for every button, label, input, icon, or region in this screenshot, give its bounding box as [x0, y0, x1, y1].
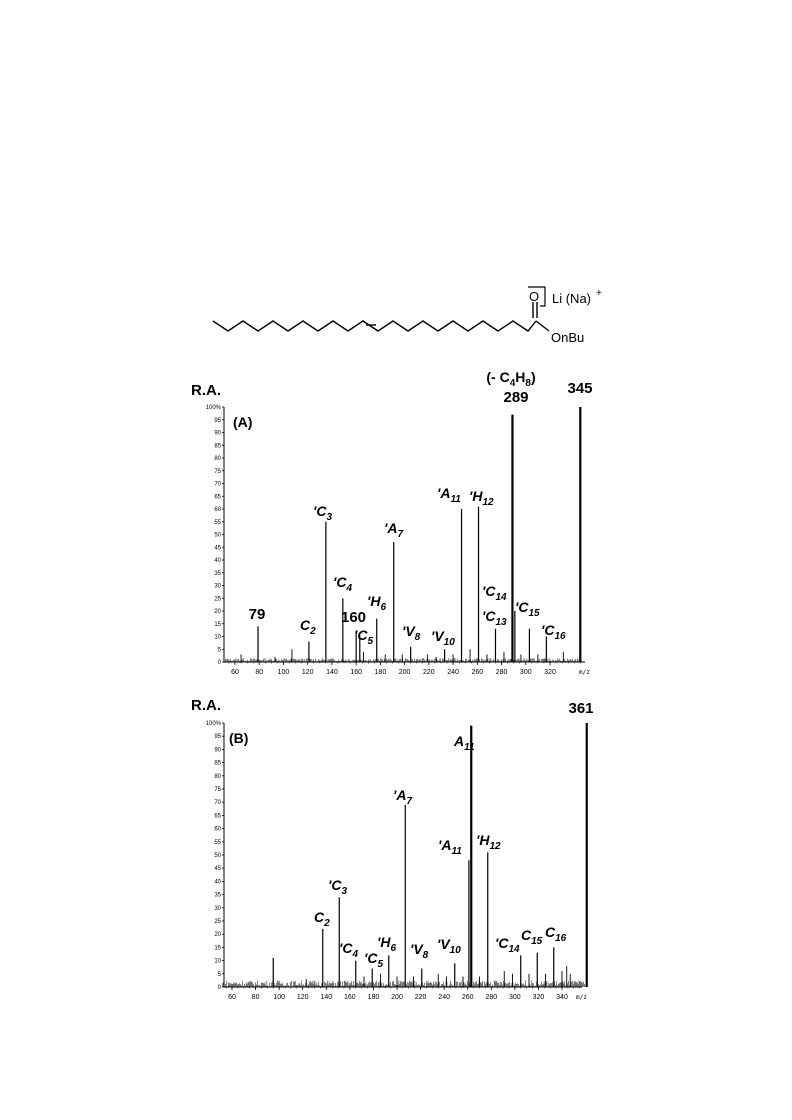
y-tick-label: 100%: [205, 721, 221, 727]
y-tick-label: 5: [217, 971, 221, 978]
y-tick-label: 40: [214, 558, 221, 564]
y-tick-label: 45: [214, 545, 221, 552]
peak-label-mz-275: '$C_{13}$: [482, 608, 507, 628]
y-tick-label: 10: [214, 958, 221, 965]
peak-label-mz-249: '$V_{10}$: [437, 936, 461, 956]
x-tick-label: 140: [320, 994, 333, 1001]
y-tick-label: 10: [214, 634, 221, 641]
y-tick-label: 60: [214, 507, 221, 513]
x-tick-label: 280: [495, 669, 508, 676]
peak-label-mz-165: '$C_4$: [339, 940, 359, 960]
panel-label: (A): [233, 414, 253, 430]
peak-label-mz-160: 160: [341, 609, 367, 626]
y-axis-title: R.A.: [191, 382, 221, 399]
x-axis-label: m/z: [576, 994, 587, 1001]
y-tick-label: 90: [214, 430, 221, 437]
y-tick-label: 80: [214, 456, 221, 462]
y-tick-label: 95: [214, 734, 221, 741]
y-tick-label: 65: [214, 813, 221, 820]
x-tick-label: 160: [350, 669, 362, 676]
peak-label-mz-79: 79: [248, 606, 266, 623]
peak-label-mz-263: $A_{11}$: [454, 733, 475, 753]
x-tick-label: 240: [447, 669, 459, 676]
x-axis-label: m/z: [579, 669, 590, 676]
y-tick-label: 35: [214, 892, 221, 899]
neutral-loss-label: (- $C_4H_8$): [486, 369, 536, 389]
y-tick-label: 50: [214, 853, 221, 859]
x-tick-label: 260: [471, 669, 484, 676]
x-tick-label: 120: [296, 994, 309, 1001]
x-tick-label: 340: [556, 994, 568, 1001]
peak-label-mz-193: '$H_6$: [377, 934, 397, 954]
y-tick-label: 5: [217, 647, 221, 654]
peak-label-mz-149: '$C_4$: [333, 574, 353, 594]
peak-label-mz-121: $C_2$: [300, 617, 316, 637]
peak-label-mz-333: $C_{16}$: [545, 924, 567, 944]
peak-label-mz-317: '$C_{16}$: [541, 622, 566, 642]
x-tick-label: 100: [273, 994, 285, 1001]
peak-label-mz-261: '$H_{12}$: [469, 488, 494, 508]
y-tick-label: 85: [214, 443, 221, 450]
x-tick-label: 260: [461, 994, 474, 1001]
y-tick-label: 50: [214, 532, 221, 539]
peak-label-mz-163: '$C_5$: [354, 627, 374, 647]
x-tick-label: 80: [255, 669, 264, 676]
y-axis-title: R.A.: [191, 697, 221, 714]
x-tick-label: 140: [326, 669, 338, 676]
y-tick-label: 85: [214, 760, 221, 767]
peak-label-mz-207: '$A_7$: [393, 787, 413, 807]
x-tick-label: 120: [301, 669, 314, 676]
spectrum-b: [191, 697, 594, 1001]
x-tick-label: 320: [544, 669, 556, 676]
y-tick-label: 20: [214, 609, 221, 615]
y-tick-label: 75: [214, 787, 221, 793]
x-tick-label: 60: [228, 994, 236, 1001]
adduct-label: Li (Na): [552, 291, 592, 306]
x-tick-label: 240: [438, 994, 450, 1001]
y-tick-label: 35: [214, 570, 221, 577]
x-tick-label: 200: [391, 994, 403, 1001]
peak-label-mz-221: '$V_8$: [410, 941, 429, 961]
peak-label-mz-205: '$V_8$: [402, 623, 421, 643]
x-tick-label: 160: [344, 994, 356, 1001]
peak-label-mz-191: '$A_7$: [384, 520, 404, 540]
peak-label-mz-261: '$A_{11}$: [438, 837, 462, 857]
y-tick-label: 30: [214, 583, 221, 590]
peak-label-mz-247: '$A_{11}$: [437, 485, 461, 505]
y-tick-label: 100%: [205, 405, 221, 411]
x-tick-label: 80: [251, 994, 260, 1001]
peak-label-mz-135: '$C_3$: [313, 503, 333, 523]
ester-group-label: OnBu: [551, 330, 585, 345]
y-tick-label: 40: [214, 879, 221, 886]
x-tick-label: 60: [231, 669, 239, 676]
y-tick-label: 30: [214, 905, 221, 912]
y-tick-label: 90: [214, 747, 221, 754]
y-tick-label: 95: [214, 417, 221, 424]
peak-label-mz-361: 361: [568, 700, 594, 717]
adduct-charge: +: [596, 288, 602, 299]
y-tick-label: 65: [214, 494, 221, 501]
x-tick-label: 220: [423, 669, 435, 676]
y-tick-label: 15: [214, 945, 221, 952]
peak-label-mz-179: '$C_5$: [364, 950, 384, 970]
x-tick-label: 100: [277, 669, 290, 676]
y-tick-label: 80: [214, 773, 221, 780]
y-tick-label: 20: [214, 932, 221, 939]
chemical-structure: [213, 287, 602, 345]
peak-label-mz-305: '$C_{14}$: [495, 935, 520, 955]
peak-label-mz-303: '$C_{15}$: [515, 599, 540, 619]
x-tick-label: 180: [374, 669, 387, 676]
alkyl-chain: [213, 321, 536, 331]
y-tick-label: 45: [214, 866, 221, 873]
y-tick-label: 0: [217, 985, 221, 991]
y-tick-label: 25: [214, 596, 221, 603]
panel-label: (B): [229, 730, 249, 746]
peak-label-mz-151: '$C_3$: [328, 877, 348, 897]
y-tick-label: 60: [214, 826, 221, 833]
x-tick-label: 220: [414, 994, 427, 1001]
x-tick-label: 320: [532, 994, 545, 1001]
x-tick-label: 300: [519, 669, 532, 676]
spectrum-a: [191, 369, 593, 676]
peak-label-mz-289: 289: [503, 389, 529, 406]
y-tick-label: 70: [214, 481, 221, 488]
y-tick-label: 75: [214, 468, 221, 475]
peak-label-mz-177: '$H_6$: [367, 593, 387, 613]
ester-bond: [536, 321, 549, 331]
peak-label-mz-345: 345: [567, 380, 593, 397]
x-tick-label: 200: [398, 669, 411, 676]
x-tick-label: 180: [367, 994, 380, 1001]
peak-label-mz-233: '$V_{10}$: [431, 628, 455, 648]
y-tick-label: 25: [214, 919, 221, 925]
peak-label-mz-319: $C_{15}$: [521, 927, 543, 947]
y-tick-label: 70: [214, 800, 221, 807]
y-tick-label: 0: [217, 660, 221, 666]
x-tick-label: 300: [509, 994, 521, 1001]
peak-label-mz-137: $C_2$: [314, 909, 330, 929]
peak-label-mz-291: '$C_{14}$: [482, 583, 507, 603]
x-tick-label: 280: [485, 994, 498, 1001]
y-tick-label: 15: [214, 621, 221, 628]
y-tick-label: 55: [214, 839, 221, 846]
carbonyl-oxygen: O: [529, 289, 540, 304]
y-tick-label: 55: [214, 519, 221, 526]
peak-label-mz-277: '$H_{12}$: [476, 832, 501, 852]
